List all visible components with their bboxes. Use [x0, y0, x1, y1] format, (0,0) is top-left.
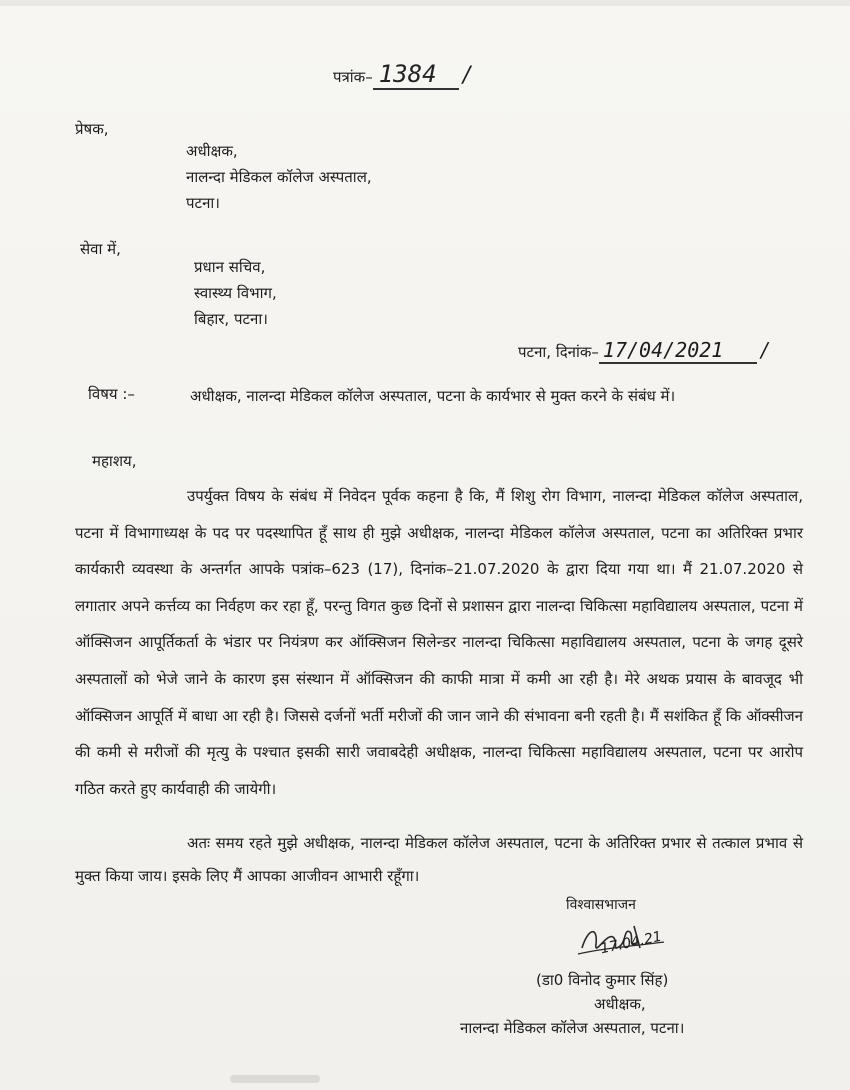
body-paragraph-2: अतः समय रहते मुझे अधीक्षक, नालन्दा मेडिकल कॉलेज अस्पताल, पटना के अतिरिक्त प्रभार से तत्काल प्रभाव से मुक्त किया जाय। इसके लिए मैं आपका आजीवन आभारी रहूँगा।	[75, 834, 803, 885]
scan-smudge	[230, 1075, 320, 1083]
recipient-line: बिहार, पटना।	[194, 310, 268, 328]
salutation: महाशय,	[92, 452, 137, 470]
recipient-address	[194, 254, 277, 332]
signatory-block	[460, 968, 685, 1040]
date-label: पटना, दिनांक–	[518, 343, 599, 361]
date-value: 17/04/2021	[599, 338, 757, 364]
signatory-name: (डा0 विनोद कुमार सिंह)	[536, 971, 669, 989]
letter-number-line	[333, 60, 470, 90]
sender-line: पटना।	[186, 194, 220, 212]
recipient-line: स्वास्थ्य विभाग,	[194, 284, 277, 302]
date-tick: /	[760, 338, 768, 362]
subject-label: विषय :–	[88, 385, 135, 403]
sender-line: अधीक्षक,	[186, 142, 238, 160]
recipient-line: प्रधान सचिव,	[194, 258, 266, 276]
date-line	[518, 338, 768, 364]
letter-number: 1384	[373, 60, 459, 90]
letter-number-label: पत्रांक–	[333, 68, 373, 86]
closing: विश्वासभाजन	[566, 897, 636, 913]
scan-top-edge	[0, 0, 850, 6]
letter-number-tick: /	[462, 63, 471, 88]
signatory-org: नालन्दा मेडिकल कॉलेज अस्पताल, पटना।	[460, 1019, 685, 1037]
recipient-label: सेवा में,	[80, 240, 121, 258]
sender-label: प्रेषक,	[75, 120, 109, 138]
signature-date: 17.04.21	[599, 928, 664, 958]
sender-address	[186, 138, 372, 216]
sender-line: नालन्दा मेडिकल कॉलेज अस्पताल,	[186, 168, 372, 186]
subject-text: अधीक्षक, नालन्दा मेडिकल कॉलेज अस्पताल, पटना के कार्यभार से मुक्त करने के संबंध में।	[190, 387, 676, 405]
body-paragraph-1: उपर्युक्त विषय के संबंध में निवेदन पूर्वक कहना है कि, मैं शिशु रोग विभाग, नालन्दा मेडिकल कॉलेज अस्पताल, पटना में विभागाध्यक्ष के पद पर पदस्थापित हूँ साथ ही मुझे अधीक्षक, नालन्दा मेडिकल कॉलेज अस्पताल, पटना का अतिरिक्त प्रभार कार्यकारी व्यवस्था के अन्तर्गत आपके पत्रांक–623 (17), दिनांक–21.07.2020 के द्वारा दिया गया था। मैं 21.07.2020 से लगातार अपने कर्त्तव्य का निर्वहण कर रहा हूँ, परन्तु विगत कुछ दिनों से प्रशासन द्वारा नालन्दा चिकित्सा महाविद्यालय अस्पताल, पटना में ऑक्सिजन आपूर्तिकर्ता के भंडार पर नियंत्रण कर ऑक्सिजन सिलेन्डर नालन्दा चिकित्सा महाविद्यालय अस्पताल, पटना के जगह दूसरे अस्पतालों को भेजे जाने के कारण इस संस्थान में ऑक्सिजन की काफी मात्रा में कमी आ रही है। मेरे अथक प्रयास के बावजूद भी ऑक्सिजन आपूर्ति में बाधा आ रही है। जिससे दर्जनों भर्ती मरीजों की जान जाने की संभावना बनी रहती है। मैं सशंकित हूँ कि ऑक्सीजन की कमी से मरीजों की मृत्यु के पश्चात इसकी सारी जवाबदेही अधीक्षक, नालन्दा चिकित्सा महाविद्यालय अस्पताल, पटना पर आरोप गठित करते हुए कार्यवाही की जायेगी।	[75, 487, 804, 798]
signatory-title: अधीक्षक,	[594, 995, 646, 1013]
